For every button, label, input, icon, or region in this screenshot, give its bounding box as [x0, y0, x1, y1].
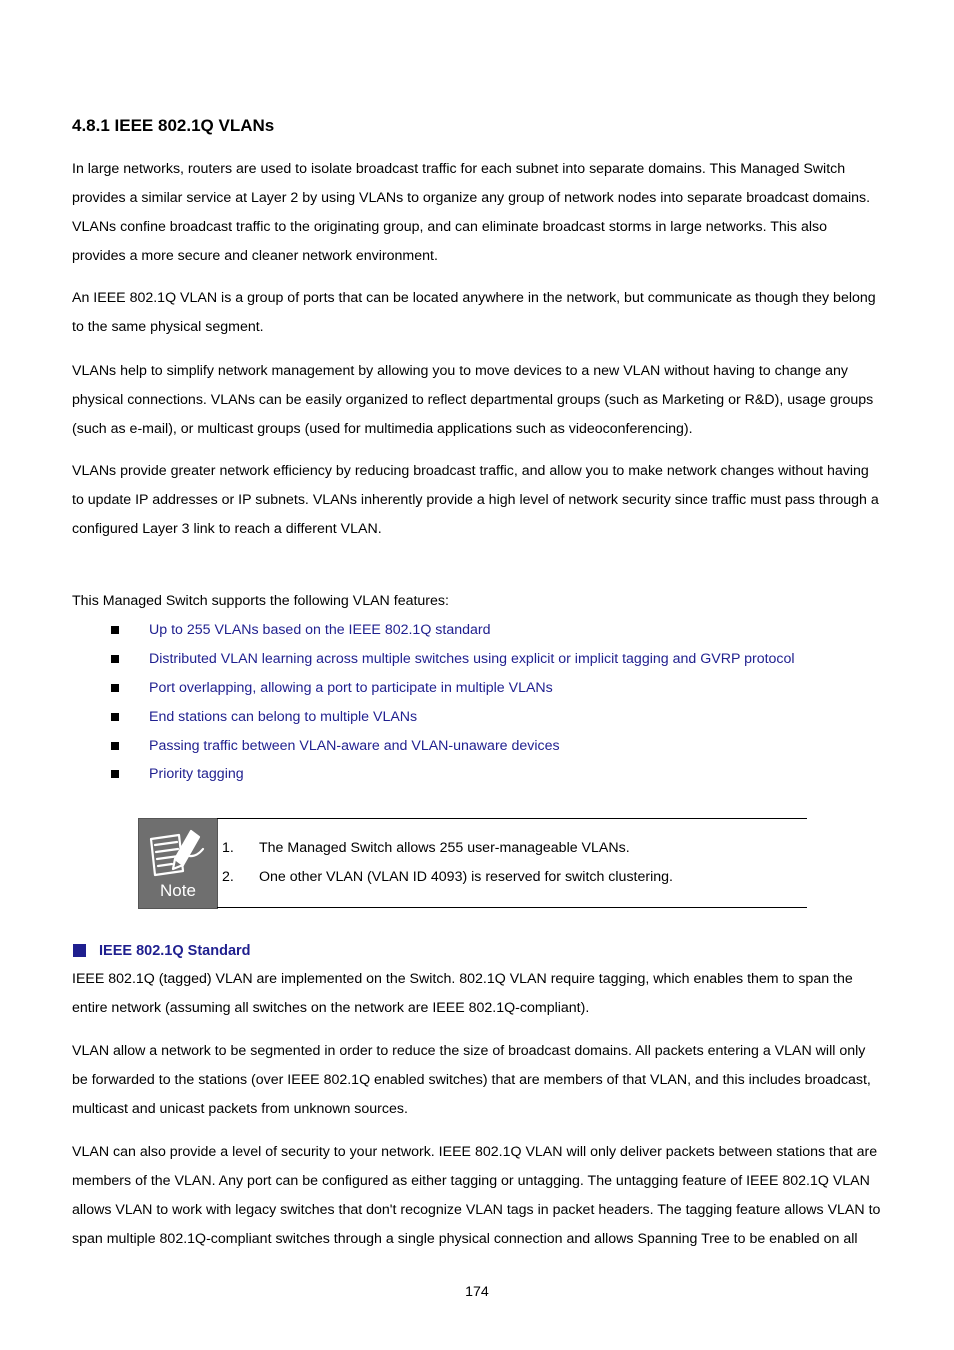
note-box: Note 1. The Managed Switch allows 255 user-manageable VLANs. 2. One other VLAN (VLAN ID 4093) is reserved for switch clustering.: [138, 818, 807, 908]
note-top-divider: [217, 818, 807, 819]
note-icon-label: Note: [160, 881, 196, 900]
intro-paragraph-1: In large networks, routers are used to isolate broadcast traffic for each subnet into separate domains. This Managed Switch provides a similar service at Layer 2 by using VLANs to organize any group of network nodes into separate broadcast domains. VLANs confine broadcast traffic to the originating group, and can eliminate broadcast storms in large networks. This also provides a more secure and cleaner network environment.: [72, 161, 871, 264]
feature-item: Passing traffic between VLAN-aware and VLAN-unaware devices: [72, 732, 884, 761]
intro-paragraph-4: VLANs provide greater network efficiency by reducing broadcast traffic, and allow you to make network changes without having to update IP addresses or IP subnets. VLANs inherently provide a high level of network security since traffic must pass through a configured Layer 3 link to reach a different VLAN.: [72, 463, 879, 537]
feature-item: Distributed VLAN learning across multiple switches using explicit or implicit tagging and GVRP protocol: [72, 645, 884, 674]
features-intro: This Managed Switch supports the following VLAN features:: [72, 593, 449, 609]
intro-paragraph-3: VLANs help to simplify network management by allowing you to move devices to a new VLAN without having to change any physical connections. VLANs can be easily organized to reflect departmental groups (such as Marketing or R&D), usage groups (such as e-mail), or multicast groups (used for multimedia applications such as videoconferencing).: [72, 363, 874, 437]
bullet-square-icon: [111, 655, 119, 663]
bullet-square-icon: [111, 770, 119, 778]
bullet-square-icon: [111, 626, 119, 634]
note-bottom-divider: [217, 907, 807, 908]
feature-item: Priority tagging: [72, 760, 884, 789]
page-number: 174: [465, 1284, 489, 1300]
feature-item: Up to 255 VLANs based on the IEEE 802.1Q standard: [72, 616, 884, 645]
standard-paragraph-2: VLAN allow a network to be segmented in order to reduce the size of broadcast domains. All packets entering a VLAN will only be forwarded to the stations (over IEEE 802.1Q enabled switches) that are members of that VLAN, and this includes broadcast, multicast and unicast packets from unknown sources.: [72, 1043, 871, 1117]
feature-item: End stations can belong to multiple VLANs: [72, 703, 884, 732]
bullet-square-icon: [111, 742, 119, 750]
bullet-square-icon: [111, 684, 119, 692]
note-icon: [138, 818, 218, 909]
heading-square-icon: [73, 944, 86, 957]
feature-list: [72, 616, 884, 789]
bullet-square-icon: [111, 713, 119, 721]
section-title: 4.8.1 IEEE 802.1Q VLANs: [72, 116, 275, 135]
standard-paragraph-1: IEEE 802.1Q (tagged) VLAN are implemented on the Switch. 802.1Q VLAN require tagging, which enables them to span the entire network (assuming all switches on the network are IEEE 802.1Q-compliant).: [72, 971, 853, 1016]
intro-paragraph-2: An IEEE 802.1Q VLAN is a group of ports that can be located anywhere in the network, but communicate as though they belong to the same physical segment.: [72, 290, 876, 335]
feature-item: Port overlapping, allowing a port to participate in multiple VLANs: [72, 674, 884, 703]
standard-paragraph-3: VLAN can also provide a level of security to your network. IEEE 802.1Q VLAN will only deliver packets between stations that are members of the VLAN. Any port can be configured as either tagging or untagging. The untagging feature of IEEE 802.1Q VLAN allows VLAN to work with legacy switches that don't recognize VLAN tags in packet headers. The tagging feature allows VLAN to span multiple 802.1Q-compliant switches through a single physical connection and allows Spanning Tree to be enabled on all: [72, 1144, 881, 1247]
document-page: 4.8.1 IEEE 802.1Q VLANs In large networks, routers are used to isolate broadcast traffic for each subnet into separate domains. This Managed Switch provides a similar service at Layer 2 by using VLANs to organize any group of network nodes into separate broadcast domains. VLANs confine broadcast traffic to the originating group, and can eliminate broadcast storms in large networks. This also provides a more secure and cleaner network environment. An IEEE 802.1Q VLAN is a group of ports that can be located anywhere in the network, but communicate as though they belong to the same physical segment. VLANs help to simplify network management by allowing you to move devices to a new VLAN without having to change any physical connections. VLANs can be easily organized to reflect departmental groups (such as Marketing or R&D), usage groups (such as e-mail), or multicast groups (used for multimedia applications such as videoconferencing). VLANs provide greater network efficiency by reducing broadcast traffic, and allow you to make network changes without having to update IP addresses or IP subnets. VLANs inherently provide a high level of network security since traffic must pass through a configured Layer 3 link to reach a different VLAN. This Managed Switch supports the following VLAN features: Up to 255 VLANs based on the IEEE 802.1Q standard Distributed VLAN learning across multiple switches using explicit or implicit tagging and GVRP protocol Port overlapping, allowing a port to participate in multiple VLANs End stations can belong to multiple VLANs Passing traffic between VLAN-aware and VLAN-unaware devices Priority tagging Note 1. The Managed Switch allows 255 user-manageable VLANs. 2. One other VLAN (VLAN ID 4093) is reserved for switch clustering. IEEE 802.1Q Standard IEEE 802.1Q (tagged) VLAN are implemented on the Switch. 802.1Q VLAN require tagging, which enables them to span the entire network (assuming all switches on the network are IEEE 802.1Q-compliant). VLAN allow a network to be segmented in order to reduce the size of broadcast domains. All packets entering a VLAN will only be forwarded to the stations (over IEEE 802.1Q enabled switches) that are members of that VLAN, and this includes broadcast, multicast and unicast packets from unknown sources. VLAN can also provide a level of security to your network. IEEE 802.1Q VLAN will only deliver packets between stations that are members of the VLAN. Any port can be configured as either tagging or untagging. The untagging feature of IEEE 802.1Q VLAN allows VLAN to work with legacy switches that don't recognize VLAN tags in packet headers. The tagging feature allows VLAN to span multiple 802.1Q-compliant switches through a single physical connection and allows Spanning Tree to be enabled on all 174: [0, 0, 954, 1350]
